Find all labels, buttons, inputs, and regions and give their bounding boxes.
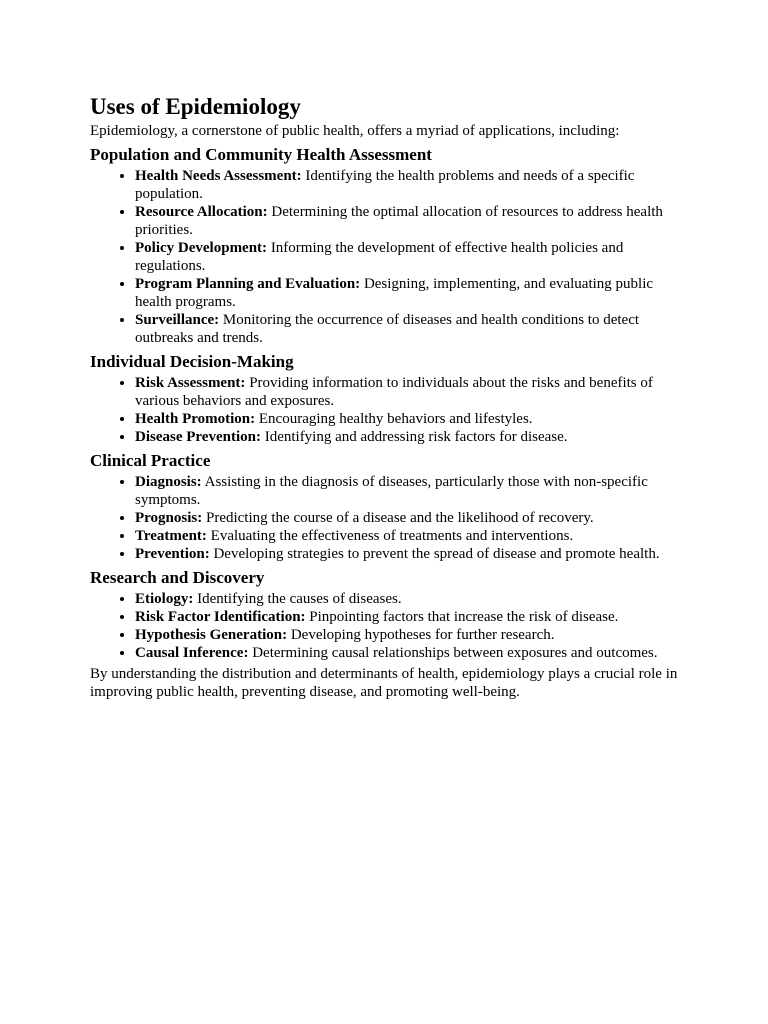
list-item <box>135 608 680 626</box>
document-page <box>90 93 680 701</box>
section-list <box>90 590 680 662</box>
list-item-term: Risk Assessment: <box>135 375 246 391</box>
section-heading: Individual Decision-Making <box>90 352 294 371</box>
list-item-text: Developing hypotheses for further research. <box>287 627 555 643</box>
list-item-text: Developing strategies to prevent the spread of disease and promote health. <box>209 546 660 562</box>
list-item <box>135 311 680 347</box>
list-item-text: Monitoring the occurrence of diseases and health conditions to detect outbreaks and trends. <box>135 312 640 346</box>
list-item <box>135 167 680 203</box>
list-item-text: Informing the development of effective health policies and regulations. <box>135 240 624 274</box>
list-item-text: Determining the optimal allocation of resources to address health priorities. <box>135 204 663 238</box>
section-list <box>90 374 680 446</box>
list-item-text: Identifying the causes of diseases. <box>193 591 402 607</box>
intro-paragraph: Epidemiology, a cornerstone of public health, offers a myriad of applications, including: <box>90 123 620 139</box>
list-item <box>135 239 680 275</box>
list-item <box>135 626 680 644</box>
list-item <box>135 275 680 311</box>
list-item <box>135 590 680 608</box>
section-heading: Population and Community Health Assessment <box>90 145 432 164</box>
list-item-text: Identifying and addressing risk factors for disease. <box>260 429 568 445</box>
list-item <box>135 410 680 428</box>
list-item <box>135 527 680 545</box>
list-item-term: Resource Allocation: <box>135 204 268 220</box>
closing-paragraph: By understanding the distribution and determinants of health, epidemiology plays a crucial role in improving public health, preventing disease, and promoting well-being. <box>90 666 678 700</box>
section-list <box>90 167 680 347</box>
section-list <box>90 473 680 563</box>
list-item-text: Encouraging healthy behaviors and lifestyles. <box>255 411 533 427</box>
list-item <box>135 473 680 509</box>
list-item-text: Identifying the health problems and needs of a specific population. <box>135 168 635 202</box>
list-item <box>135 509 680 527</box>
list-item-text: Providing information to individuals about the risks and benefits of various behaviors and exposures. <box>135 375 653 409</box>
list-item-term: Disease Prevention: <box>135 429 261 445</box>
list-item-text: Pinpointing factors that increase the risk of disease. <box>305 609 619 625</box>
list-item <box>135 428 680 446</box>
list-item-text: Assisting in the diagnosis of diseases, particularly those with non-specific symptoms. <box>135 474 648 508</box>
list-item-term: Program Planning and Evaluation: <box>135 276 361 292</box>
section-heading: Clinical Practice <box>90 451 211 470</box>
list-item-term: Prognosis: <box>135 510 203 526</box>
list-item-term: Treatment: <box>135 528 207 544</box>
list-item-term: Health Needs Assessment: <box>135 168 302 184</box>
list-item <box>135 644 680 662</box>
list-item-term: Causal Inference: <box>135 645 249 661</box>
list-item-term: Hypothesis Generation: <box>135 627 288 643</box>
list-item <box>135 545 680 563</box>
page-title: Uses of Epidemiology <box>90 94 301 119</box>
list-item-term: Health Promotion: <box>135 411 256 427</box>
list-item-term: Diagnosis: <box>135 474 202 490</box>
list-item-term: Prevention: <box>135 546 210 562</box>
list-item <box>135 374 680 410</box>
list-item-text: Designing, implementing, and evaluating public health programs. <box>135 276 654 310</box>
list-item-term: Policy Development: <box>135 240 268 256</box>
list-item-text: Evaluating the effectiveness of treatments and interventions. <box>206 528 574 544</box>
list-item-term: Risk Factor Identification: <box>135 609 306 625</box>
list-item-term: Surveillance: <box>135 312 220 328</box>
section-heading: Research and Discovery <box>90 568 265 587</box>
list-item-term: Etiology: <box>135 591 194 607</box>
list-item-text: Predicting the course of a disease and the likelihood of recovery. <box>202 510 594 526</box>
list-item-text: Determining causal relationships between exposures and outcomes. <box>248 645 658 661</box>
list-item <box>135 203 680 239</box>
